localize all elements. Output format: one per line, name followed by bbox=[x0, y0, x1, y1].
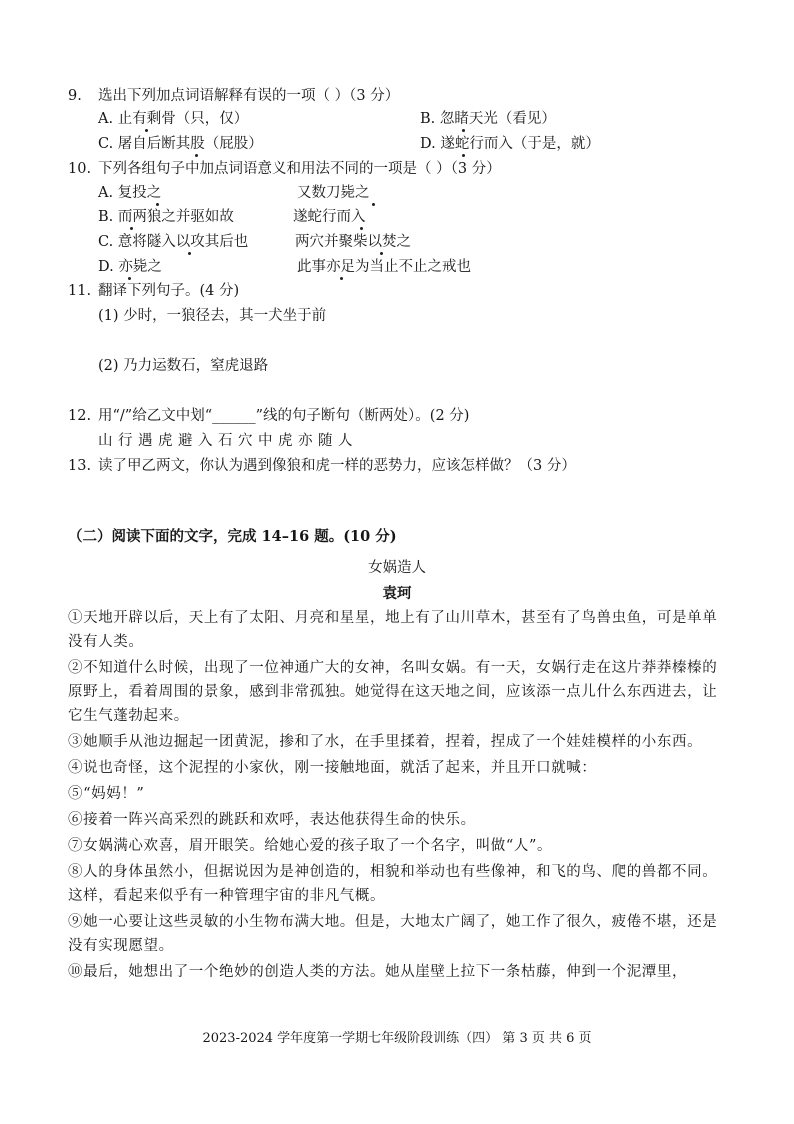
question-stem: 翻译下列句子。(4 分) bbox=[98, 283, 240, 299]
paragraph: ⑥接着一阵兴高采烈的跳跃和欢呼，表达他获得生命的快乐。 bbox=[68, 812, 476, 828]
option-d: D. 遂蛇行而入（于是，就） bbox=[420, 136, 600, 152]
emphasis-dot bbox=[360, 227, 363, 230]
emphasis-dot bbox=[372, 203, 375, 206]
paragraph: ②不知道什么时候，出现了一位神通广大的女神，名叫女娲。有一天，女娲行走在这片莽莽榛榛的原野上，看着周围的景象，感到非常孤独。她觉得在这天地之间，应该添一点儿什么东西进去，让它生气蓬勃起来。 bbox=[68, 660, 718, 724]
question-stem: 读了甲乙两文，你认为遇到像狼和虎一样的恶势力，应该怎样做？（3 分） bbox=[98, 458, 576, 474]
question-stem: 下列各组句子中加点词语意义和用法不同的一项是（ ）（3 分） bbox=[98, 161, 501, 177]
option-b-left: B. 而两狼之并驱如故 bbox=[98, 209, 234, 225]
emphasis-dot bbox=[380, 252, 383, 255]
paragraph: ⑨她一心要让这些灵敏的小生物布满大地。但是，大地太广阔了，她工作了很久，疲倦不堪，还是没有实现愿望。 bbox=[68, 914, 718, 954]
option-c-right: 两穴并聚柴以焚之 bbox=[295, 234, 411, 250]
paragraph: ③她顺手从池边掘起一团黄泥，掺和了水，在手里揉着，捏着，捏成了一个娃娃模样的小东西。 bbox=[68, 734, 703, 750]
emphasis-dot bbox=[340, 277, 343, 280]
option-d-right: 此事亦足为当止不止之戒也 bbox=[297, 259, 471, 275]
passage-body bbox=[68, 606, 732, 984]
translate-sentence-1: (1) 少时，一狼径去，其一犬坐于前 bbox=[98, 308, 327, 324]
emphasis-dot bbox=[130, 227, 133, 230]
option-c-left: C. 意将隧入以攻其后也 bbox=[98, 234, 249, 250]
question-number: 10. bbox=[68, 161, 92, 177]
option-d-left: D. 亦毙之 bbox=[98, 259, 162, 275]
passage-title: 女娲造人 bbox=[368, 560, 426, 576]
question-number: 11. bbox=[68, 283, 92, 299]
option-b-right: 遂蛇行而入 bbox=[293, 209, 366, 225]
question-number: 9. bbox=[68, 88, 82, 104]
paragraph: ⑦女娲满心欢喜，眉开眼笑。给她心爱的孩子取了一个名字，叫做“人”。 bbox=[68, 838, 553, 854]
option-b: B. 忽睹天光（看见） bbox=[420, 111, 556, 127]
page-footer: 2023-2024 学年度第一学期七年级阶段训练（四） 第 3 页 共 6 页 bbox=[202, 1031, 592, 1046]
paragraph: ①天地开辟以后，天上有了太阳、月亮和星星，地上有了山川草木，甚至有了鸟兽虫鱼，可是单单没有人类。 bbox=[68, 610, 718, 650]
emphasis-dot bbox=[145, 129, 148, 132]
question-stem: 选出下列加点词语解释有误的一项（ ）（3 分） bbox=[98, 88, 400, 104]
question-number: 12. bbox=[68, 408, 92, 424]
emphasis-dot bbox=[188, 252, 191, 255]
paragraph: ⑧人的身体虽然小，但据说因为是神创造的，相貌和举动也有些像神，和飞的鸟、爬的兽都不同。这样，看起来似乎有一种管理宇宙的非凡气概。 bbox=[68, 864, 718, 904]
option-c: C. 屠自后断其股（屁股） bbox=[98, 136, 263, 152]
option-a: A. 止有剩骨（只，仅） bbox=[98, 111, 249, 127]
emphasis-dot bbox=[462, 129, 465, 132]
emphasis-dot bbox=[195, 154, 198, 157]
option-a-right: 又数刀毙之 bbox=[297, 185, 370, 201]
translate-sentence-2: (2) 乃力运数石，窒虎退路 bbox=[98, 358, 269, 374]
section-heading: （二）阅读下面的文字，完成 14–16 题。(10 分) bbox=[68, 528, 397, 545]
emphasis-dot bbox=[128, 277, 131, 280]
sentence-to-punctuate: 山行遇虎避入石穴中虎亦随人 bbox=[98, 433, 358, 449]
emphasis-dot bbox=[156, 203, 159, 206]
paragraph: ⑤“妈妈！” bbox=[68, 786, 145, 802]
passage-author: 袁珂 bbox=[382, 585, 412, 602]
question-stem: 用“/”给乙文中划“______”线的句子断句（断两处）。(2 分) bbox=[98, 408, 470, 424]
question-number: 13. bbox=[68, 458, 92, 474]
emphasis-dot bbox=[462, 154, 465, 157]
paragraph: ⑩最后，她想出了一个绝妙的创造人类的方法。她从崖壁上拉下一条枯藤，伸到一个泥潭里， bbox=[68, 964, 688, 980]
paragraph: ④说也奇怪，这个泥捏的小家伙，刚一接触地面，就活了起来，并且开口就喊： bbox=[68, 760, 597, 776]
option-a-left: A. 复投之 bbox=[98, 185, 162, 201]
